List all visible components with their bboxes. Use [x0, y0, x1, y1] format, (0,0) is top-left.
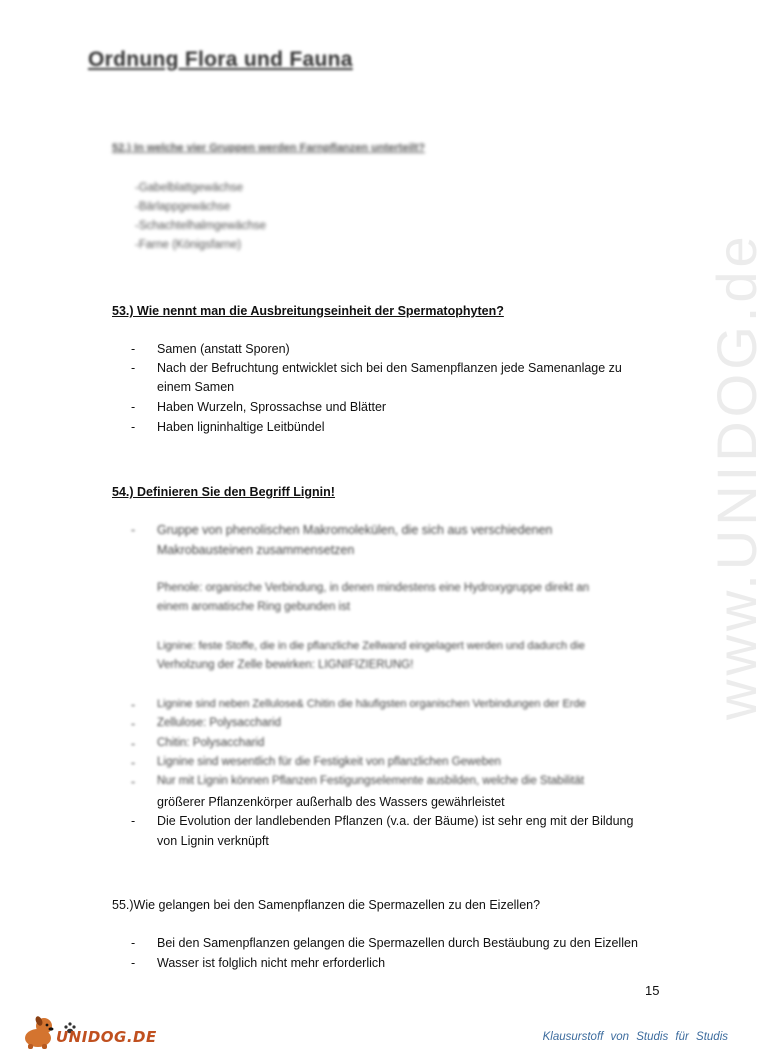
answer-53-line: Haben ligninhaltige Leitbündel [157, 420, 325, 434]
answer-53-line: einem Samen [157, 380, 235, 394]
bullet-dash: - [131, 775, 136, 789]
bullet-dash: - [131, 523, 136, 537]
bullet-dash: - [131, 400, 136, 414]
bullet-dash: - [131, 814, 136, 828]
page-number: 15 [645, 983, 660, 998]
bullet-dash: - [131, 420, 136, 434]
bullet-dash: - [131, 936, 136, 950]
answer-54-blurred-line: Verholzung der Zelle bewirken: LIGNIFIZIERUNG! [157, 659, 414, 671]
answer-55-line: Bei den Samenpflanzen gelangen die Spermazellen durch Bestäubung zu den Eizellen [157, 936, 638, 950]
answer-52-item: -Bärlappgewächse [135, 201, 231, 213]
answer-54-blurred-line: Lignine sind wesentlich für die Festigkeit von pflanzlichen Geweben [157, 756, 501, 768]
answer-54-blurred-line: Makrobausteinen zusammensetzen [157, 543, 355, 557]
answer-52-item: -Schachtelhalmgewächse [135, 220, 267, 232]
bullet-dash: - [131, 956, 136, 970]
answer-54-blurred-line: Lignine sind neben Zellulose& Chitin die häufigsten organischen Verbindungen der Erde [157, 698, 586, 710]
question-52: 52.) In welche vier Gruppen werden Farnpflanzen unterteilt? [112, 142, 425, 154]
footer-slogan: Klausurstoff von Studis für Studis [542, 1031, 728, 1043]
answer-53-line: Haben Wurzeln, Sprossachse und Blätter [157, 400, 387, 414]
answer-54-blurred-line: Nur mit Lignin können Pflanzen Festigungselemente ausbilden, welche die Stabilität [157, 775, 585, 787]
answer-55-line: Wasser ist folglich nicht mehr erforderlich [157, 956, 386, 970]
answer-54-blurred-line: Phenole: organische Verbindung, in denen mindestens eine Hydroxygruppe direkt an [157, 582, 590, 594]
answer-54-blurred-line: Lignine: feste Stoffe, die in die pflanzliche Zellwand eingelagert werden und dadurch die [157, 640, 585, 652]
bullet-dash: - [131, 698, 136, 712]
answer-54-line: von Lignin verknüpft [157, 834, 269, 848]
answer-54-blurred-line: Gruppe von phenolischen Makromolekülen, die sich aus verschiedenen [157, 523, 553, 537]
logo-text: UNIDOG.DE [56, 1028, 157, 1046]
answer-53-line: Nach der Befruchtung entwicklet sich bei den Samenpflanzen jede Samenanlage zu [157, 361, 622, 375]
answer-54-blurred-line: Zellulose: Polysaccharid [157, 717, 282, 729]
question-55: 55.)Wie gelangen bei den Samenpflanzen die Spermazellen zu den Eizellen? [112, 898, 541, 912]
answer-54-line: größerer Pflanzenkörper außerhalb des Wassers gewährleistet [157, 795, 505, 809]
question-53: 53.) Wie nennt man die Ausbreitungseinheit der Spermatophyten? [112, 304, 504, 318]
question-54: 54.) Definieren Sie den Begriff Lignin! [112, 485, 335, 499]
answer-52-item: -Gabelblattgewächse [135, 182, 244, 194]
answer-52-item: -Farne (Königsfarne) [135, 239, 242, 251]
bullet-dash: - [131, 756, 136, 770]
page-title: Ordnung Flora und Fauna [88, 48, 353, 71]
watermark: www.UNIDOG.de [705, 232, 768, 720]
bullet-dash: - [131, 361, 136, 375]
bullet-dash: - [131, 342, 136, 356]
answer-54-line: Die Evolution der landlebenden Pflanzen (v.a. der Bäume) ist sehr eng mit der Bildung [157, 814, 634, 828]
answer-54-blurred-line: Chitin: Polysaccharid [157, 737, 265, 749]
bullet-dash: - [131, 737, 136, 751]
bullet-dash: - [131, 717, 136, 731]
answer-54-blurred-line: einem aromatische Ring gebunden ist [157, 601, 351, 613]
answer-53-line: Samen (anstatt Sporen) [157, 342, 290, 356]
